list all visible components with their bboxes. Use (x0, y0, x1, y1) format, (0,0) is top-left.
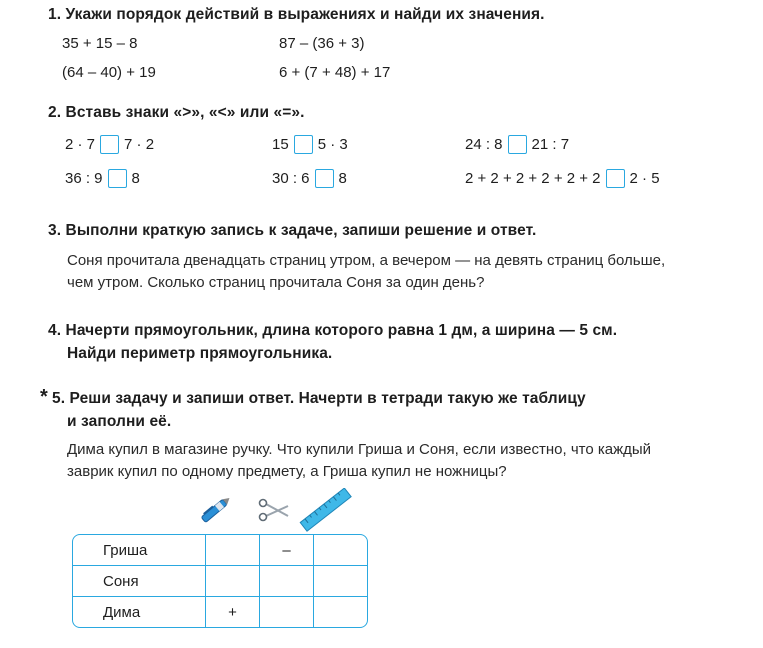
table-cell[interactable] (260, 566, 314, 597)
row-name: Дима (73, 597, 206, 627)
comparison-row (272, 169, 347, 188)
task1-expression: (64 – 40) + 19 (62, 64, 156, 81)
comparison-right: 8 (131, 170, 140, 187)
table-cell[interactable] (314, 566, 367, 597)
scissors-icon (256, 498, 292, 524)
table-row (73, 566, 367, 597)
comparison-row (465, 169, 660, 188)
comparison-right: 21 : 7 (531, 136, 570, 153)
ruler-icon (296, 488, 356, 532)
answer-box[interactable] (294, 135, 313, 154)
table-cell[interactable] (206, 535, 260, 566)
comparison-row (65, 169, 140, 188)
table-cell[interactable] (260, 597, 314, 627)
answer-box[interactable] (100, 135, 119, 154)
task4-title: Найди периметр прямоугольника. (67, 345, 333, 362)
pen-icon (196, 492, 236, 528)
comparison-left: 2 + 2 + 2 + 2 + 2 + 2 (465, 170, 601, 187)
table-cell[interactable]: + (206, 597, 260, 627)
answer-box[interactable] (108, 169, 127, 188)
answer-box[interactable] (315, 169, 334, 188)
comparison-left: 2 · 7 (65, 136, 96, 153)
table-row (73, 535, 367, 566)
comparison-left: 24 : 8 (465, 136, 503, 153)
task3-text: Соня прочитала двенадцать страниц утром, а вечером — на девять страниц больше, (67, 252, 666, 269)
comparison-right: 8 (338, 170, 347, 187)
task5-title: 5. Реши задачу и запиши ответ. Начерти в тетради такую же таблицу (52, 390, 586, 407)
task4-title: 4. Начерти прямоугольник, длина которого равна 1 дм, а ширина — 5 см. (48, 322, 618, 339)
row-name: Соня (73, 566, 206, 597)
task5-text: заврик купил по одному предмету, а Гриша купил не ножницы? (67, 463, 507, 480)
comparison-left: 15 (272, 136, 289, 153)
comparison-row (465, 135, 569, 154)
comparison-right: 2 · 5 (629, 170, 660, 187)
task1-title: 1. Укажи порядок действий в выражениях и найди их значения. (48, 6, 545, 23)
comparison-left: 30 : 6 (272, 170, 310, 187)
task2-title: 2. Вставь знаки «>», «<» или «=». (48, 104, 305, 121)
answer-table (72, 534, 368, 628)
task1-expression: 6 + (7 + 48) + 17 (279, 64, 391, 81)
table-row (73, 597, 367, 627)
comparison-right: 7 · 2 (124, 136, 155, 153)
task1-expression: 87 – (36 + 3) (279, 35, 365, 52)
comparison-left: 36 : 9 (65, 170, 103, 187)
table-cell[interactable] (314, 597, 367, 627)
table-cell[interactable] (314, 535, 367, 566)
comparison-row (65, 135, 154, 154)
comparison-row (272, 135, 348, 154)
answer-box[interactable] (606, 169, 625, 188)
task5-title: и заполни её. (67, 413, 172, 430)
table-cell[interactable] (206, 566, 260, 597)
task3-title: 3. Выполни краткую запись к задаче, запиши решение и ответ. (48, 222, 537, 239)
task1-expression: 35 + 15 – 8 (62, 35, 138, 52)
task5-text: Дима купил в магазине ручку. Что купили Гриша и Соня, если известно, что каждый (67, 441, 652, 458)
star-mark: * (40, 386, 48, 408)
row-name: Гриша (73, 535, 206, 566)
comparison-right: 5 · 3 (317, 136, 348, 153)
answer-box[interactable] (508, 135, 527, 154)
table-cell[interactable]: – (260, 535, 314, 566)
task3-text: чем утром. Сколько страниц прочитала Соня за один день? (67, 274, 485, 291)
